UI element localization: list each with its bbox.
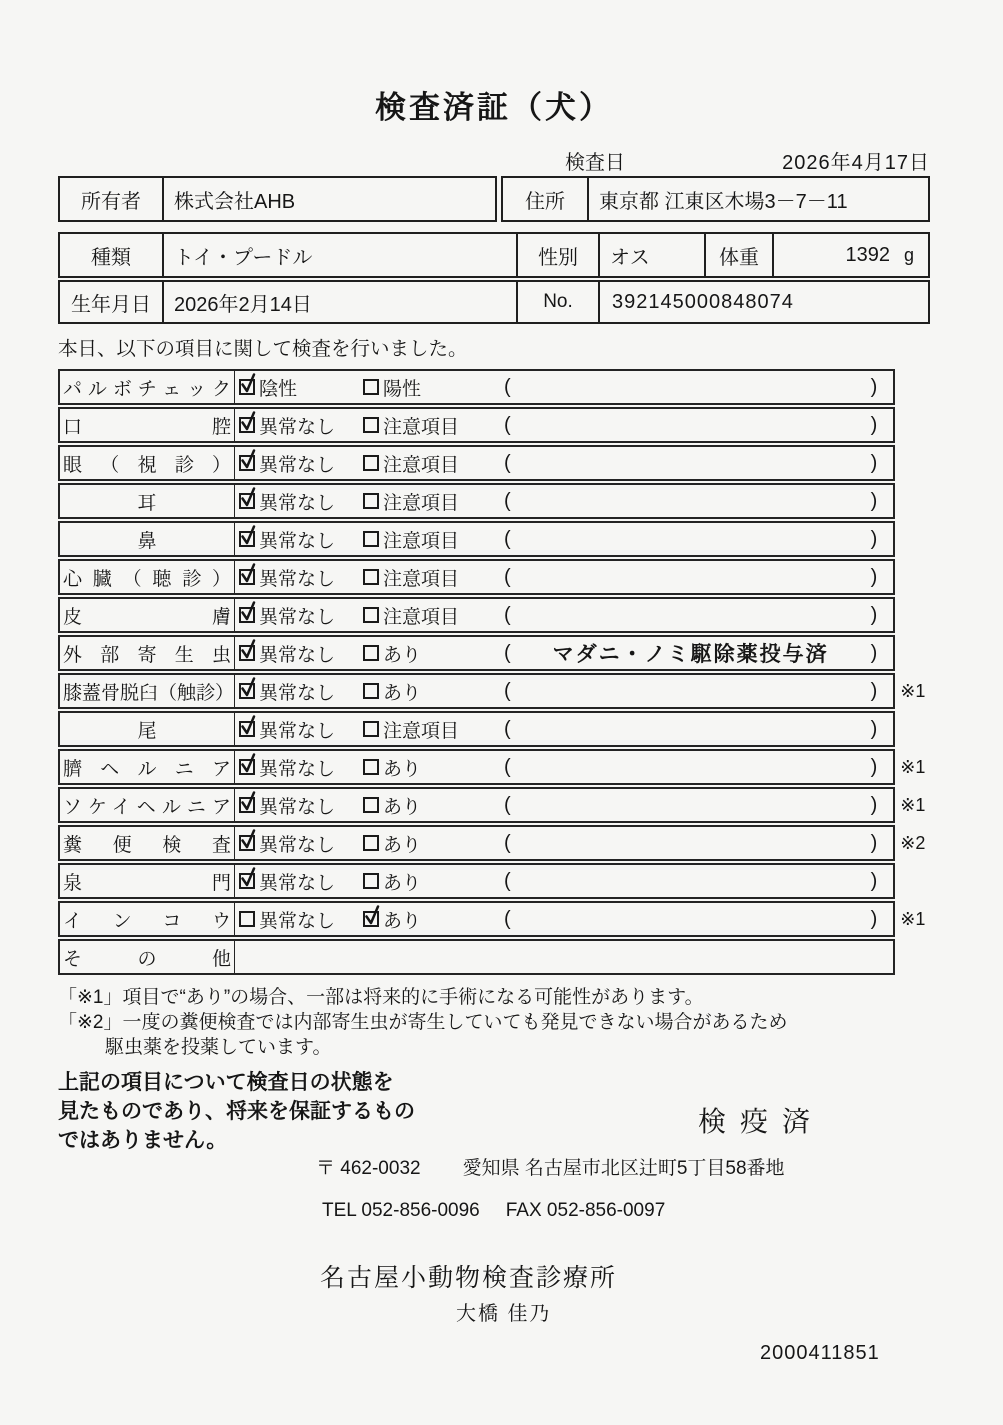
- item-row-box: [58, 939, 895, 975]
- option-cell: [235, 447, 363, 479]
- item-label: 耳: [137, 492, 157, 514]
- close-paren: ): [870, 641, 878, 664]
- owner-box: [58, 176, 497, 222]
- clinic-tel: TEL 052-856-0096: [322, 1200, 480, 1221]
- breed-label: 種類: [60, 234, 164, 276]
- option-cell: [363, 371, 497, 403]
- checkbox-checked-icon: [239, 531, 255, 547]
- exam-date-value: 2026年4月17日: [782, 152, 930, 174]
- option-cell: [363, 789, 497, 821]
- clinic-fax: FAX 052-856-0097: [505, 1200, 666, 1221]
- no-label: No.: [516, 282, 600, 322]
- finding-field: [497, 675, 893, 707]
- option-cell: [363, 523, 497, 555]
- footnote-line: 「※2」一度の糞便検査では内部寄生虫が寄生していても発見できない場合があるため: [58, 1012, 788, 1033]
- close-paren: ): [870, 717, 878, 740]
- option-cell: [235, 637, 363, 669]
- owner-value: 株式会社AHB: [174, 190, 296, 213]
- disclaimer-section: [58, 1068, 930, 1155]
- table-row: [58, 901, 930, 937]
- finding-field: [497, 371, 893, 403]
- open-paren: (: [504, 413, 511, 436]
- option-cell: [363, 561, 497, 593]
- checkbox-checked-icon: [239, 493, 255, 509]
- option-label: 注意項目: [383, 530, 460, 552]
- footnote-marker: ※1: [900, 756, 926, 777]
- option-label: 注意項目: [383, 492, 460, 514]
- weight-unit: g: [903, 244, 914, 265]
- weight-number: 1392: [845, 243, 890, 266]
- item-label: 眼（視診）: [63, 454, 231, 476]
- page-title: 検査済証（犬）: [375, 90, 613, 125]
- item-label: 心臓（聴診）: [63, 568, 231, 590]
- option-cell: [235, 827, 363, 859]
- option-label: 注意項目: [383, 606, 460, 628]
- breed-sex-weight-row: [58, 232, 930, 278]
- option-cell: [363, 409, 497, 441]
- checkbox-checked-icon: [239, 607, 255, 623]
- item-row-box: [58, 863, 895, 899]
- finding-field: [497, 599, 893, 631]
- option-label: あり: [383, 758, 422, 780]
- footnote-marker: ※1: [900, 680, 926, 701]
- close-paren: ): [870, 413, 878, 436]
- close-paren: ): [870, 603, 878, 626]
- option-cell: [235, 409, 363, 441]
- close-paren: ): [870, 831, 878, 854]
- finding-field: [497, 751, 893, 783]
- finding-field: [497, 409, 893, 441]
- finding-field: [497, 713, 893, 745]
- checkbox-unchecked-icon: [363, 683, 379, 699]
- serial-number: 2000411851: [760, 1342, 880, 1364]
- birthdate-label: 生年月日: [60, 282, 164, 322]
- checkbox-unchecked-icon: [363, 493, 379, 509]
- table-row: [58, 711, 930, 747]
- open-paren: (: [504, 565, 511, 588]
- checkbox-checked-icon: [239, 569, 255, 585]
- item-label: 皮膚: [63, 606, 231, 628]
- item-label: インコウ: [63, 910, 231, 932]
- option-label: 異常なし: [259, 568, 336, 590]
- finding-field: [497, 637, 893, 669]
- close-paren: ): [870, 565, 878, 588]
- clinic-tel-line: [322, 1200, 930, 1222]
- open-paren: (: [504, 755, 511, 778]
- option-label: 注意項目: [383, 568, 460, 590]
- checkbox-checked-icon: [239, 683, 255, 699]
- option-label: 異常なし: [259, 910, 336, 932]
- footnote-line: 「※1」項目で“あり”の場合、一部は将来的に手術になる可能性があります。: [58, 987, 704, 1008]
- option-cell: [363, 485, 497, 517]
- clinic-address: 愛知県 名古屋市北区辻町5丁目58番地: [462, 1158, 785, 1179]
- checkbox-unchecked-icon: [363, 873, 379, 889]
- footnote-marker: ※2: [900, 832, 926, 853]
- open-paren: (: [504, 451, 511, 474]
- option-label: あり: [383, 834, 422, 856]
- finding-field: [497, 827, 893, 859]
- table-row: [58, 749, 930, 785]
- table-row: [58, 445, 930, 481]
- table-row: [58, 369, 930, 405]
- item-label: パルボチェック: [63, 378, 231, 400]
- option-label: 異常なし: [259, 454, 336, 476]
- finding-text: マダニ・ノミ駆除薬投与済: [552, 643, 829, 666]
- item-row-box: [58, 521, 895, 557]
- option-cell: [363, 637, 497, 669]
- disclaimer-text: [58, 1068, 498, 1155]
- item-label: ソケイヘルニア: [63, 796, 231, 818]
- option-label: 異常なし: [259, 530, 336, 552]
- open-paren: (: [504, 793, 511, 816]
- finding-field: [497, 485, 893, 517]
- birthdate-no-row: [58, 280, 930, 324]
- address-value: 東京都 江東区木場3－7－11: [599, 190, 848, 213]
- table-row: [58, 559, 930, 595]
- checkbox-checked-icon: [239, 721, 255, 737]
- item-row-box: [58, 787, 895, 823]
- item-row-box: [58, 711, 895, 747]
- item-row-box: [58, 559, 895, 595]
- option-label: 異常なし: [259, 834, 336, 856]
- table-row: [58, 407, 930, 443]
- checkbox-checked-icon: [239, 645, 255, 661]
- checkbox-unchecked-icon: [363, 797, 379, 813]
- item-label: 泉門: [63, 872, 231, 894]
- weight-value: [774, 234, 928, 276]
- option-label: 陰性: [259, 378, 298, 400]
- quarantine-stamp: 検疫済: [698, 1106, 825, 1137]
- close-paren: ): [870, 451, 878, 474]
- finding-field: [497, 865, 893, 897]
- clinic-postal-code: 〒 462-0032: [316, 1158, 421, 1179]
- checkbox-unchecked-icon: [363, 759, 379, 775]
- option-cell: [363, 903, 497, 935]
- item-label: その他: [63, 948, 231, 970]
- option-cell: [363, 751, 497, 783]
- footnote-line: 駆虫薬を投薬しています。: [105, 1037, 332, 1058]
- item-row-box: [58, 369, 895, 405]
- open-paren: (: [504, 869, 511, 892]
- checkbox-checked-icon: [239, 759, 255, 775]
- birthdate-value: 2026年2月14日: [174, 293, 312, 316]
- checkbox-unchecked-icon: [363, 721, 379, 737]
- option-label: 注意項目: [383, 416, 460, 438]
- checkbox-unchecked-icon: [363, 835, 379, 851]
- footnote-marker: ※1: [900, 908, 926, 929]
- open-paren: (: [504, 489, 511, 512]
- open-paren: (: [504, 641, 511, 664]
- checkbox-unchecked-icon: [363, 607, 379, 623]
- item-row-box: [58, 483, 895, 519]
- checkbox-checked-icon: [239, 417, 255, 433]
- sex-value: オス: [610, 246, 650, 269]
- option-cell: [363, 675, 497, 707]
- checkbox-unchecked-icon: [363, 379, 379, 395]
- table-row: [58, 483, 930, 519]
- checkbox-checked-icon: [363, 911, 379, 927]
- table-row: [58, 673, 930, 709]
- item-row-box: [58, 597, 895, 633]
- clinic-name: 名古屋小動物検査診療所: [320, 1264, 618, 1292]
- item-label: 鼻: [137, 530, 157, 552]
- option-label: 異常なし: [259, 682, 336, 704]
- item-label: 膝蓋骨脱臼（触診）: [63, 682, 235, 704]
- option-label: 注意項目: [383, 720, 460, 742]
- open-paren: (: [504, 603, 511, 626]
- option-cell: [363, 447, 497, 479]
- open-paren: (: [504, 717, 511, 740]
- examiner-name: 大橋 佳乃: [456, 1303, 552, 1325]
- open-paren: (: [504, 527, 511, 550]
- checkbox-checked-icon: [239, 379, 255, 395]
- option-cell: [235, 675, 363, 707]
- item-row-box: [58, 825, 895, 861]
- checkbox-checked-icon: [239, 455, 255, 471]
- option-cell: [235, 485, 363, 517]
- table-row: [58, 939, 930, 975]
- finding-field: [497, 561, 893, 593]
- finding-field: [497, 523, 893, 555]
- option-cell: [363, 827, 497, 859]
- option-label: あり: [383, 682, 422, 704]
- item-label: 口腔: [63, 416, 231, 438]
- weight-label: 体重: [704, 234, 774, 276]
- close-paren: ): [870, 527, 878, 550]
- option-label: あり: [383, 872, 422, 894]
- option-label: 異常なし: [259, 758, 336, 780]
- breed-value: トイ・プードル: [174, 246, 313, 269]
- finding-field: [497, 789, 893, 821]
- item-label: 臍ヘルニア: [63, 758, 231, 780]
- option-label: 異常なし: [259, 796, 336, 818]
- checkbox-checked-icon: [239, 835, 255, 851]
- table-row: [58, 521, 930, 557]
- option-label: あり: [383, 796, 422, 818]
- option-label: 陽性: [383, 378, 422, 400]
- checkbox-unchecked-icon: [363, 455, 379, 471]
- disclaimer-line: ではありません。: [58, 1129, 228, 1152]
- owner-label: 所有者: [60, 178, 164, 220]
- table-row: [58, 787, 930, 823]
- checkbox-checked-icon: [239, 873, 255, 889]
- checkbox-unchecked-icon: [363, 531, 379, 547]
- address-label: 住所: [503, 178, 589, 220]
- disclaimer-line: 上記の項目について検査日の状態を: [58, 1071, 394, 1094]
- footnote-marker: ※1: [900, 794, 926, 815]
- close-paren: ): [870, 755, 878, 778]
- close-paren: ): [870, 489, 878, 512]
- item-label: 外部寄生虫: [63, 644, 231, 666]
- close-paren: ): [870, 375, 878, 398]
- option-cell: [235, 371, 363, 403]
- option-label: あり: [383, 644, 422, 666]
- item-label: 糞便検査: [63, 834, 231, 856]
- table-row: [58, 863, 930, 899]
- exam-date-label: 検査日: [565, 152, 625, 174]
- item-row-box: [58, 673, 895, 709]
- option-cell: [235, 903, 363, 935]
- statement-text: 本日、以下の項目に関して検査を行いました。: [58, 338, 468, 360]
- checkbox-unchecked-icon: [363, 645, 379, 661]
- item-label: 尾: [137, 720, 157, 742]
- option-label: 異常なし: [259, 492, 336, 514]
- exam-date-row: [58, 146, 930, 172]
- item-row-box: [58, 901, 895, 937]
- item-row-box: [58, 635, 895, 671]
- item-row-box: [58, 749, 895, 785]
- item-row-box: [58, 407, 895, 443]
- option-cell: [235, 865, 363, 897]
- close-paren: ): [870, 793, 878, 816]
- table-row: [58, 597, 930, 633]
- option-label: 異常なし: [259, 416, 336, 438]
- option-label: 注意項目: [383, 454, 460, 476]
- close-paren: ): [870, 907, 878, 930]
- option-cell: [235, 751, 363, 783]
- close-paren: ): [870, 869, 878, 892]
- footnotes: [58, 985, 930, 1060]
- finding-field: [497, 447, 893, 479]
- option-label: 異常なし: [259, 606, 336, 628]
- table-row: [58, 635, 930, 671]
- checkbox-unchecked-icon: [239, 911, 255, 927]
- option-label: 異常なし: [259, 872, 336, 894]
- open-paren: (: [504, 679, 511, 702]
- table-row: [58, 825, 930, 861]
- inspection-table: [58, 369, 930, 975]
- checkbox-unchecked-icon: [363, 569, 379, 585]
- address-box: [501, 176, 930, 222]
- option-label: あり: [383, 910, 422, 932]
- option-cell: [235, 713, 363, 745]
- sex-label: 性別: [516, 234, 600, 276]
- option-cell: [235, 599, 363, 631]
- open-paren: (: [504, 831, 511, 854]
- option-cell: [235, 789, 363, 821]
- checkbox-checked-icon: [239, 797, 255, 813]
- option-cell: [363, 865, 497, 897]
- disclaimer-line: 見たものであり、将来を保証するもの: [58, 1100, 415, 1123]
- option-cell: [363, 599, 497, 631]
- open-paren: (: [504, 375, 511, 398]
- close-paren: ): [870, 679, 878, 702]
- no-value: 392145000848074: [612, 290, 794, 313]
- checkbox-unchecked-icon: [363, 417, 379, 433]
- open-paren: (: [504, 907, 511, 930]
- option-label: 異常なし: [259, 720, 336, 742]
- option-cell: [363, 713, 497, 745]
- option-cell: [235, 523, 363, 555]
- option-label: 異常なし: [259, 644, 336, 666]
- item-row-box: [58, 445, 895, 481]
- finding-field: [497, 903, 893, 935]
- option-cell: [235, 561, 363, 593]
- clinic-address-line: [316, 1153, 930, 1180]
- owner-address-row: [58, 176, 930, 222]
- certificate-sheet: [58, 0, 930, 1365]
